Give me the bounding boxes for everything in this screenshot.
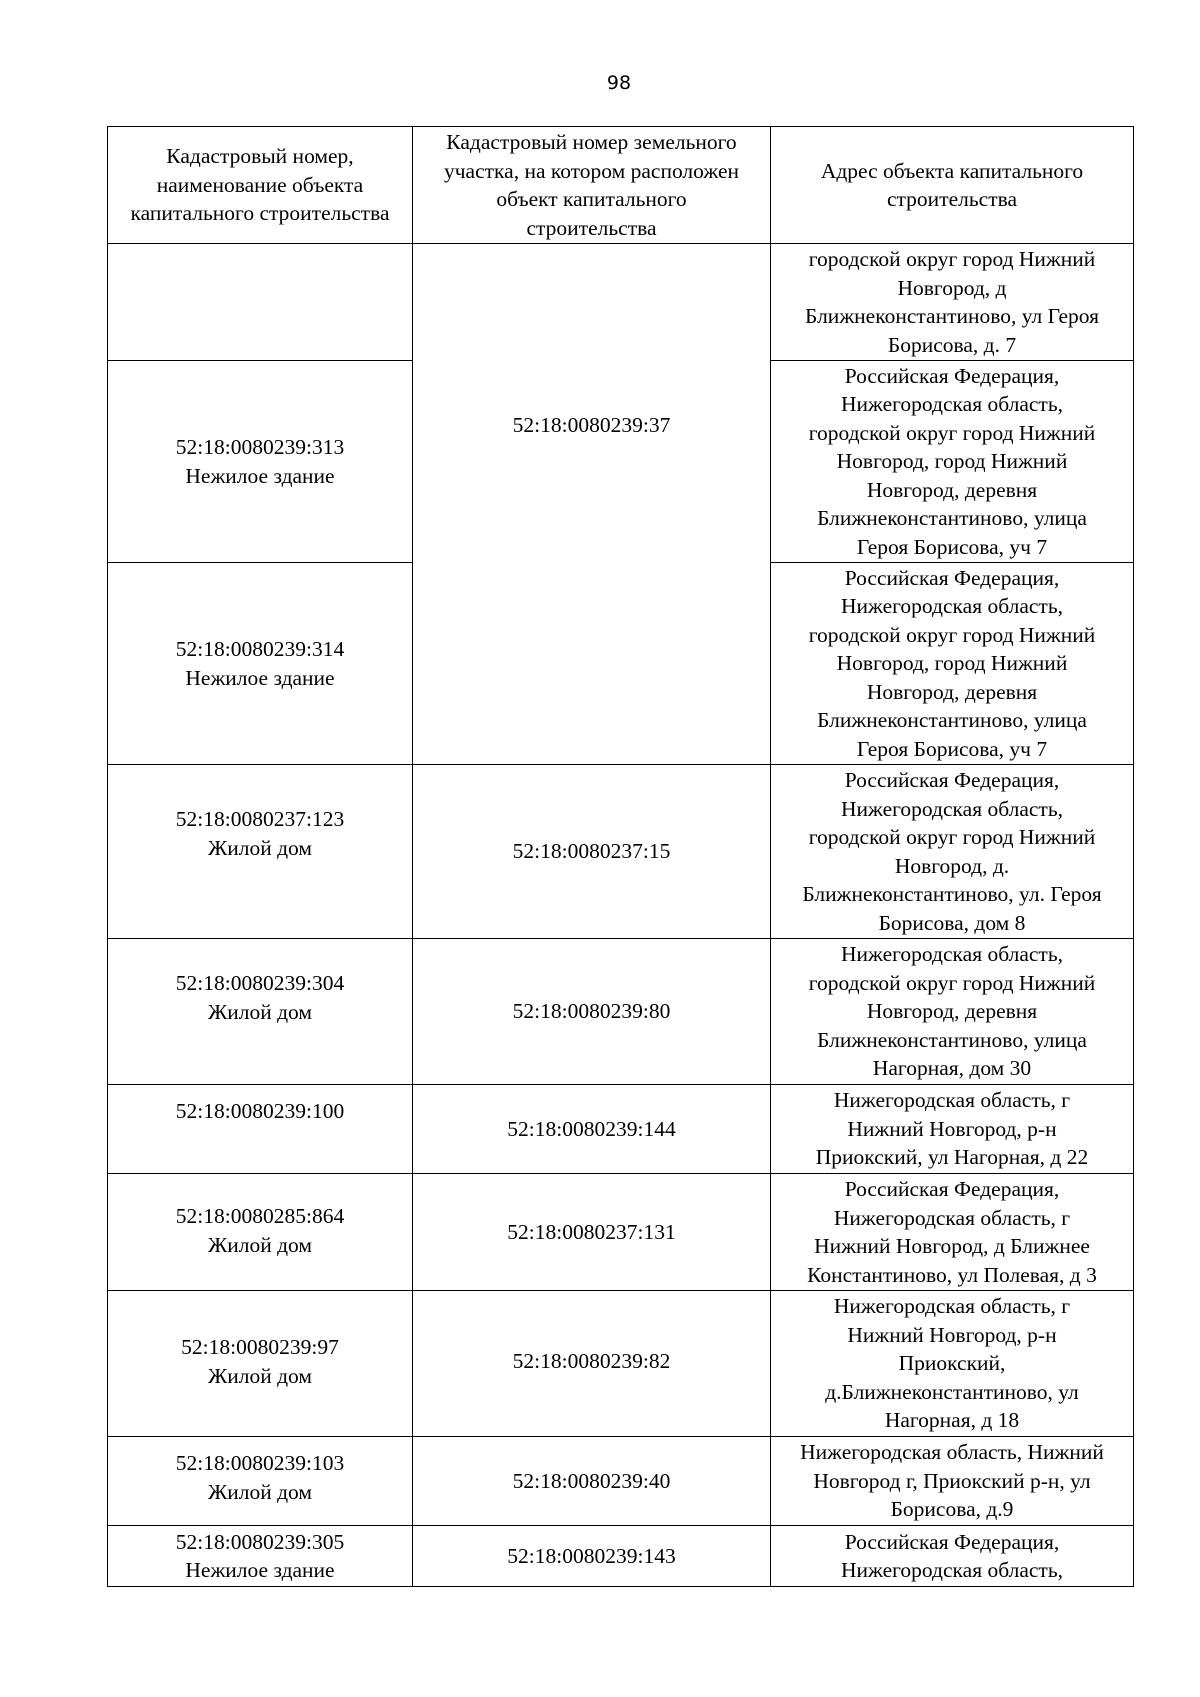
land-plot-cell: 52:18:0080239:144 <box>413 1085 771 1174</box>
land-plot-cell: 52:18:0080237:15 <box>413 765 771 939</box>
table-row <box>108 939 1134 1085</box>
object-cell: 52:18:0080239:103 Жилой дом <box>108 1437 413 1526</box>
land-plot-cell: 52:18:0080239:37 <box>413 244 771 765</box>
table-row <box>108 1291 1134 1437</box>
table-row <box>108 765 1134 939</box>
object-cell: 52:18:0080239:313 Нежилое здание <box>108 361 413 563</box>
object-cell: 52:18:0080239:304 Жилой дом <box>108 939 413 1085</box>
header-object: Кадастровый номер, наименование объекта капитального строительства <box>108 127 413 244</box>
table-row <box>108 1526 1134 1587</box>
address-cell: Нижегородская область, Нижний Новгород г, Приокский р-н, ул Борисова, д.9 <box>771 1437 1134 1526</box>
address-cell: Российская Федерация, Нижегородская область, г Нижний Новгород, д Ближнее Константиново, ул Полевая, д 3 <box>771 1174 1134 1291</box>
address-cell: Нижегородская область, городской округ город Нижний Новгород, деревня Ближнеконстантиново, улица Нагорная, дом 30 <box>771 939 1134 1085</box>
address-cell: Российская Федерация, Нижегородская область, городской округ город Нижний Новгород, город Нижний Новгород, деревня Ближнеконстантиново, улица Героя Борисова, уч 7 <box>771 361 1134 563</box>
table-header-row <box>108 127 1134 244</box>
address-cell: Российская Федерация, Нижегородская область, городской округ город Нижний Новгород, д. Ближнеконстантиново, ул. Героя Борисова, дом 8 <box>771 765 1134 939</box>
table-row <box>108 1174 1134 1291</box>
table-row <box>108 1437 1134 1526</box>
cadastral-table <box>107 126 1134 1587</box>
address-cell: Нижегородская область, г Нижний Новгород, р-н Приокский, д.Ближнеконстантиново, ул Нагорная, д 18 <box>771 1291 1134 1437</box>
land-plot-cell: 52:18:0080239:80 <box>413 939 771 1085</box>
header-land-plot: Кадастровый номер земельного участка, на котором расположен объект капитального строительства <box>413 127 771 244</box>
object-cell: 52:18:0080239:100 <box>108 1085 413 1174</box>
address-cell: Российская Федерация, Нижегородская область, <box>771 1526 1134 1587</box>
table-row <box>108 244 1134 361</box>
object-cell: 52:18:0080239:305 Нежилое здание <box>108 1526 413 1587</box>
address-cell: Российская Федерация, Нижегородская область, городской округ город Нижний Новгород, город Нижний Новгород, деревня Ближнеконстантиново, улица Героя Борисова, уч 7 <box>771 563 1134 765</box>
page-number: 98 <box>606 72 632 94</box>
object-cell: 52:18:0080237:123 Жилой дом <box>108 765 413 939</box>
header-address: Адрес объекта капитального строительства <box>771 127 1134 244</box>
land-plot-cell: 52:18:0080239:82 <box>413 1291 771 1437</box>
object-cell: 52:18:0080285:864 Жилой дом <box>108 1174 413 1291</box>
address-cell: городской округ город Нижний Новгород, д Ближнеконстантиново, ул Героя Борисова, д. 7 <box>771 244 1134 361</box>
table-row <box>108 1085 1134 1174</box>
object-cell: 52:18:0080239:97 Жилой дом <box>108 1291 413 1437</box>
address-cell: Нижегородская область, г Нижний Новгород, р-н Приокский, ул Нагорная, д 22 <box>771 1085 1134 1174</box>
land-plot-cell: 52:18:0080237:131 <box>413 1174 771 1291</box>
object-cell: 52:18:0080239:314 Нежилое здание <box>108 563 413 765</box>
object-cell <box>108 244 413 361</box>
land-plot-cell: 52:18:0080239:143 <box>413 1526 771 1587</box>
land-plot-cell: 52:18:0080239:40 <box>413 1437 771 1526</box>
